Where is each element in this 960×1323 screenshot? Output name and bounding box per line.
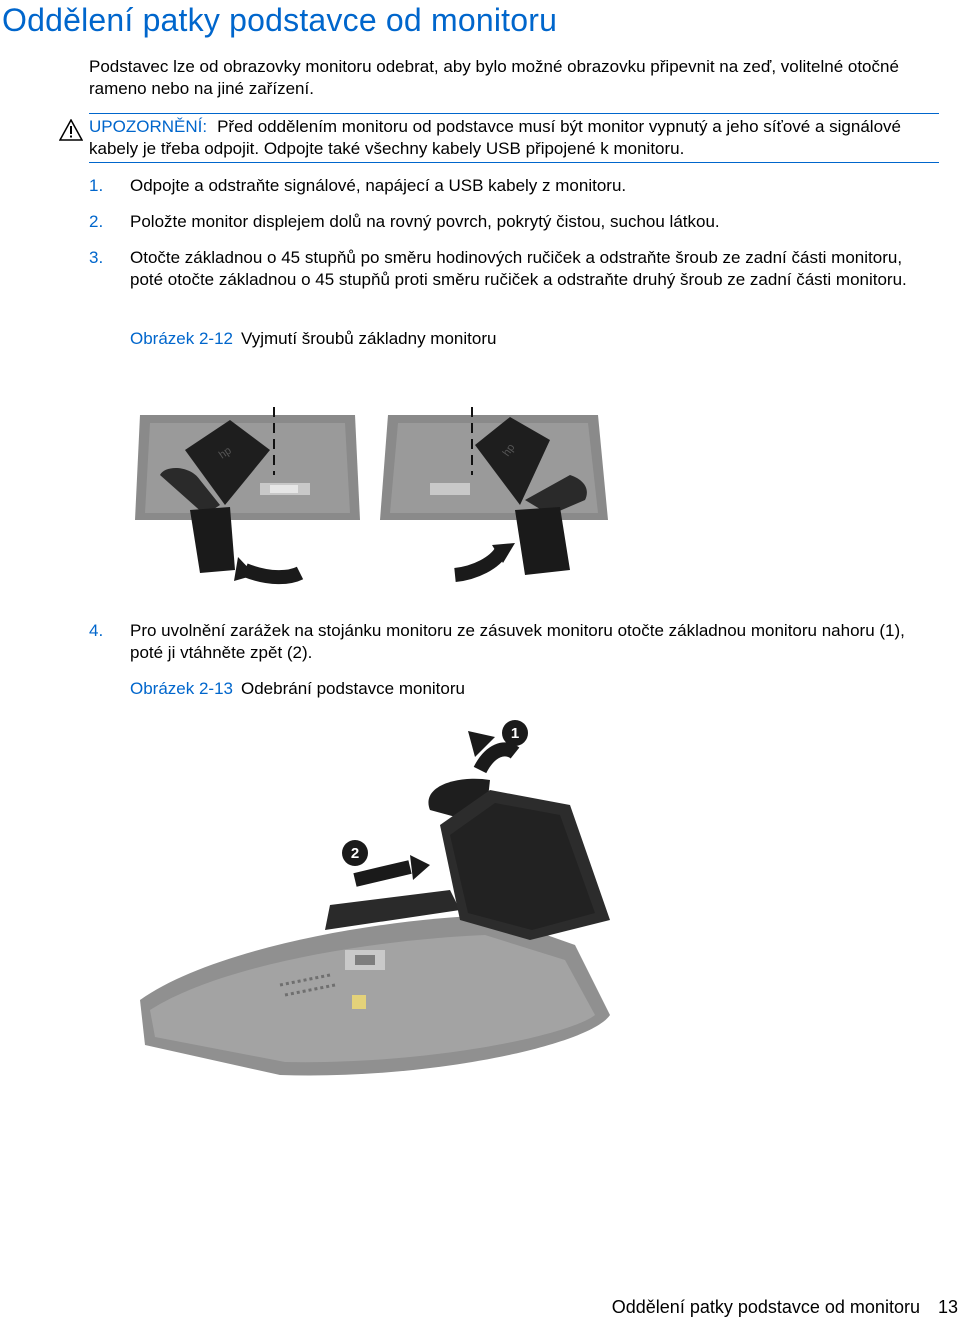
caution-text: Před oddělením monitoru od podstavce musí být monitor vypnutý a jeho síťové a signálové kabely je třeba odpojit. Odpojte také všechny kabely USB připojené k monitoru. xyxy=(89,117,901,158)
monitor-back xyxy=(140,915,610,1075)
page-title: Oddělení patky podstavce od monitoru xyxy=(2,2,558,38)
stand-base xyxy=(440,790,610,940)
callout-2-label: 2 xyxy=(350,845,360,862)
warning-triangle-icon xyxy=(59,119,83,141)
figure-2-12-illustration xyxy=(130,395,620,595)
step-number: 4. xyxy=(89,621,104,640)
step-text: Pro uvolnění zarážek na stojánku monitoru ze zásuvek monitoru otočte základnou monitoru nahoru (1), poté ji vtáhněte zpět (2). xyxy=(130,621,905,662)
caution-label: UPOZORNĚNÍ: xyxy=(89,117,208,136)
step-4 xyxy=(89,620,919,664)
caution-box xyxy=(89,113,939,163)
callout-2-icon xyxy=(342,840,368,866)
step-3 xyxy=(89,247,919,291)
figure-caption xyxy=(130,328,496,350)
figure-caption xyxy=(130,678,465,700)
figure-number: Obrázek 2-12 xyxy=(130,329,233,348)
step-text: Otočte základnou o 45 stupňů po směru hodinových ručiček a odstraňte šroub ze zadní části monitoru, poté otočte základnou o 45 stupňů proti směru ručiček a odstraňte druhý šroub ze zadní části monitoru. xyxy=(130,248,907,289)
svg-text:hp: hp xyxy=(216,444,234,462)
page-footer xyxy=(612,1297,958,1318)
footer-section-title: Oddělení patky podstavce od monitoru xyxy=(611,1297,920,1317)
callout-1-icon xyxy=(502,720,528,746)
step-2 xyxy=(89,211,919,233)
port-icon xyxy=(352,995,366,1009)
step-number: 3. xyxy=(89,248,104,267)
step-text: Položte monitor displejem dolů na rovný povrch, pokrytý čistou, suchou látkou. xyxy=(130,212,720,231)
step-text: Odpojte a odstraňte signálové, napájecí a USB kabely z monitoru. xyxy=(130,176,627,195)
rotate-arrow-counterclockwise-icon xyxy=(455,550,502,575)
figure-number: Obrázek 2-13 xyxy=(130,679,233,698)
page-number: 13 xyxy=(937,1297,958,1317)
step-number: 1. xyxy=(89,176,104,195)
step-number: 2. xyxy=(89,212,104,231)
svg-text:hp: hp xyxy=(500,441,518,459)
figure-caption-text: Vyjmutí šroubů základny monitoru xyxy=(241,329,497,348)
figure-caption-text: Odebrání podstavce monitoru xyxy=(241,679,465,698)
figure-2-13-illustration xyxy=(130,715,690,1095)
callout-1-label: 1 xyxy=(510,725,520,742)
step-1 xyxy=(89,175,919,197)
intro-paragraph: Podstavec lze od obrazovky monitoru odebrat, aby bylo možné obrazovku připevnit na zeď, volitelné otočné rameno nebo na jiné zařízení. xyxy=(89,57,899,98)
